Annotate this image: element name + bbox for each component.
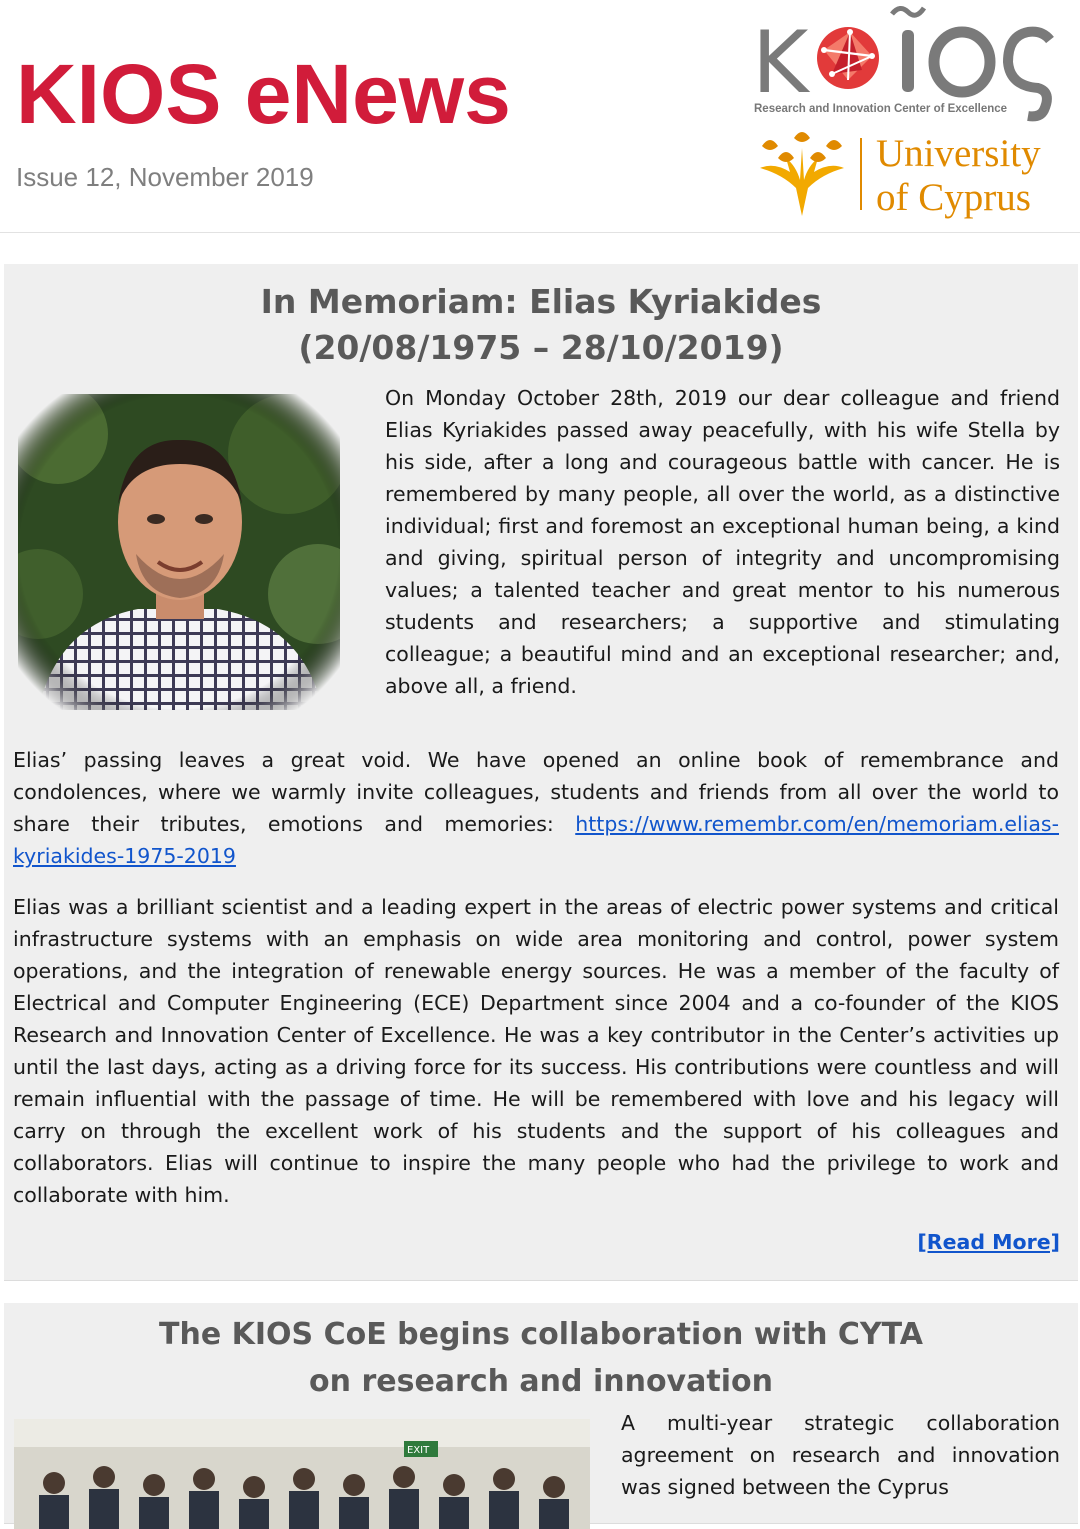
ucy-logo-divider — [860, 138, 862, 210]
read-more-link[interactable]: [Read More] — [917, 1230, 1060, 1254]
ucy-emblem-icon — [752, 128, 852, 218]
portrait-photo — [18, 394, 340, 710]
remembrance-text: Elias’ passing leaves a great void. We have opened an online book of remembrance and condolences, where we warmly invite colleagues, students and friends from all over the world to share their tributes, emotions and memories: — [13, 748, 1059, 836]
kios-logo-subtitle: Research and Innovation Center of Excellence — [754, 103, 1008, 115]
article2-title-line2: on research and innovation — [309, 1364, 773, 1399]
newsletter-title: KIOS eNews — [16, 47, 511, 141]
newsletter-header — [0, 0, 1080, 233]
kios-logo — [752, 0, 1062, 122]
remembrance-paragraph — [13, 744, 1059, 872]
exit-sign-text: EXIT — [407, 1445, 430, 1456]
remembrance-link[interactable]: https://www.remembr.com/en/memoriam.elias-kyriakides-1975-2019 — [13, 812, 1059, 868]
article-cyta-collaboration — [4, 1303, 1078, 1524]
article-title-dates: (20/08/1975 – 28/10/2019) — [298, 328, 784, 367]
article2-lead-text: A multi-year strategic collaboration agreement on research and innovation was signed between the Cyprus — [621, 1411, 1060, 1499]
article-title: In Memoriam: Elias Kyriakides — [260, 282, 822, 321]
ucy-logo-line1: University — [876, 132, 1041, 175]
article2-title: The KIOS CoE begins collaboration with CYTA — [159, 1317, 923, 1352]
article-lead-text: On Monday October 28th, 2019 our dear colleague and friend Elias Kyriakides passed away peacefully, with his wife Stella by his side, after a long and courageous battle with cancer. He is remembered by many people, all over the world, as a distinctive individual; first and foremost an exceptional human being, a kind and giving, spiritual person of integrity and uncompromising values; a talented teacher and great mentor to his numerous students and researchers; a supportive and stimulating colleague; a beautiful mind and an exceptional researcher; and, above all, a friend. — [385, 386, 1060, 698]
svg-text:K: K — [752, 13, 809, 113]
issue-label: Issue 12, November 2019 — [16, 162, 314, 192]
ucy-logo — [752, 128, 1062, 224]
group-photo — [14, 1419, 590, 1529]
ucy-logo-line2: of Cyprus — [876, 176, 1031, 219]
biography-paragraph: Elias was a brilliant scientist and a leading expert in the areas of electric power systems and critical infrastructure systems with an emphasis on wide area monitoring and control, power system operations, and the integration of renewable energy sources. He was a member of the faculty of Electrical and Computer Engineering (ECE) Department since 2004 and a co-founder of the KIOS Research and Innovation Center of Excellence. He was a key contributor in the Center’s activities up until the last days, acting as a driving force for its success. His contributions were countless and will remain influential with the passage of time. He will be remembered with love and his legacy will carry on through the excellent work of his students and the support of his colleagues and collaborators. Elias will continue to inspire the many people who had the privilege to work and collaborate with him. — [13, 895, 1059, 1207]
article-memoriam — [4, 264, 1078, 1281]
ucy-logo-text — [876, 132, 1041, 220]
